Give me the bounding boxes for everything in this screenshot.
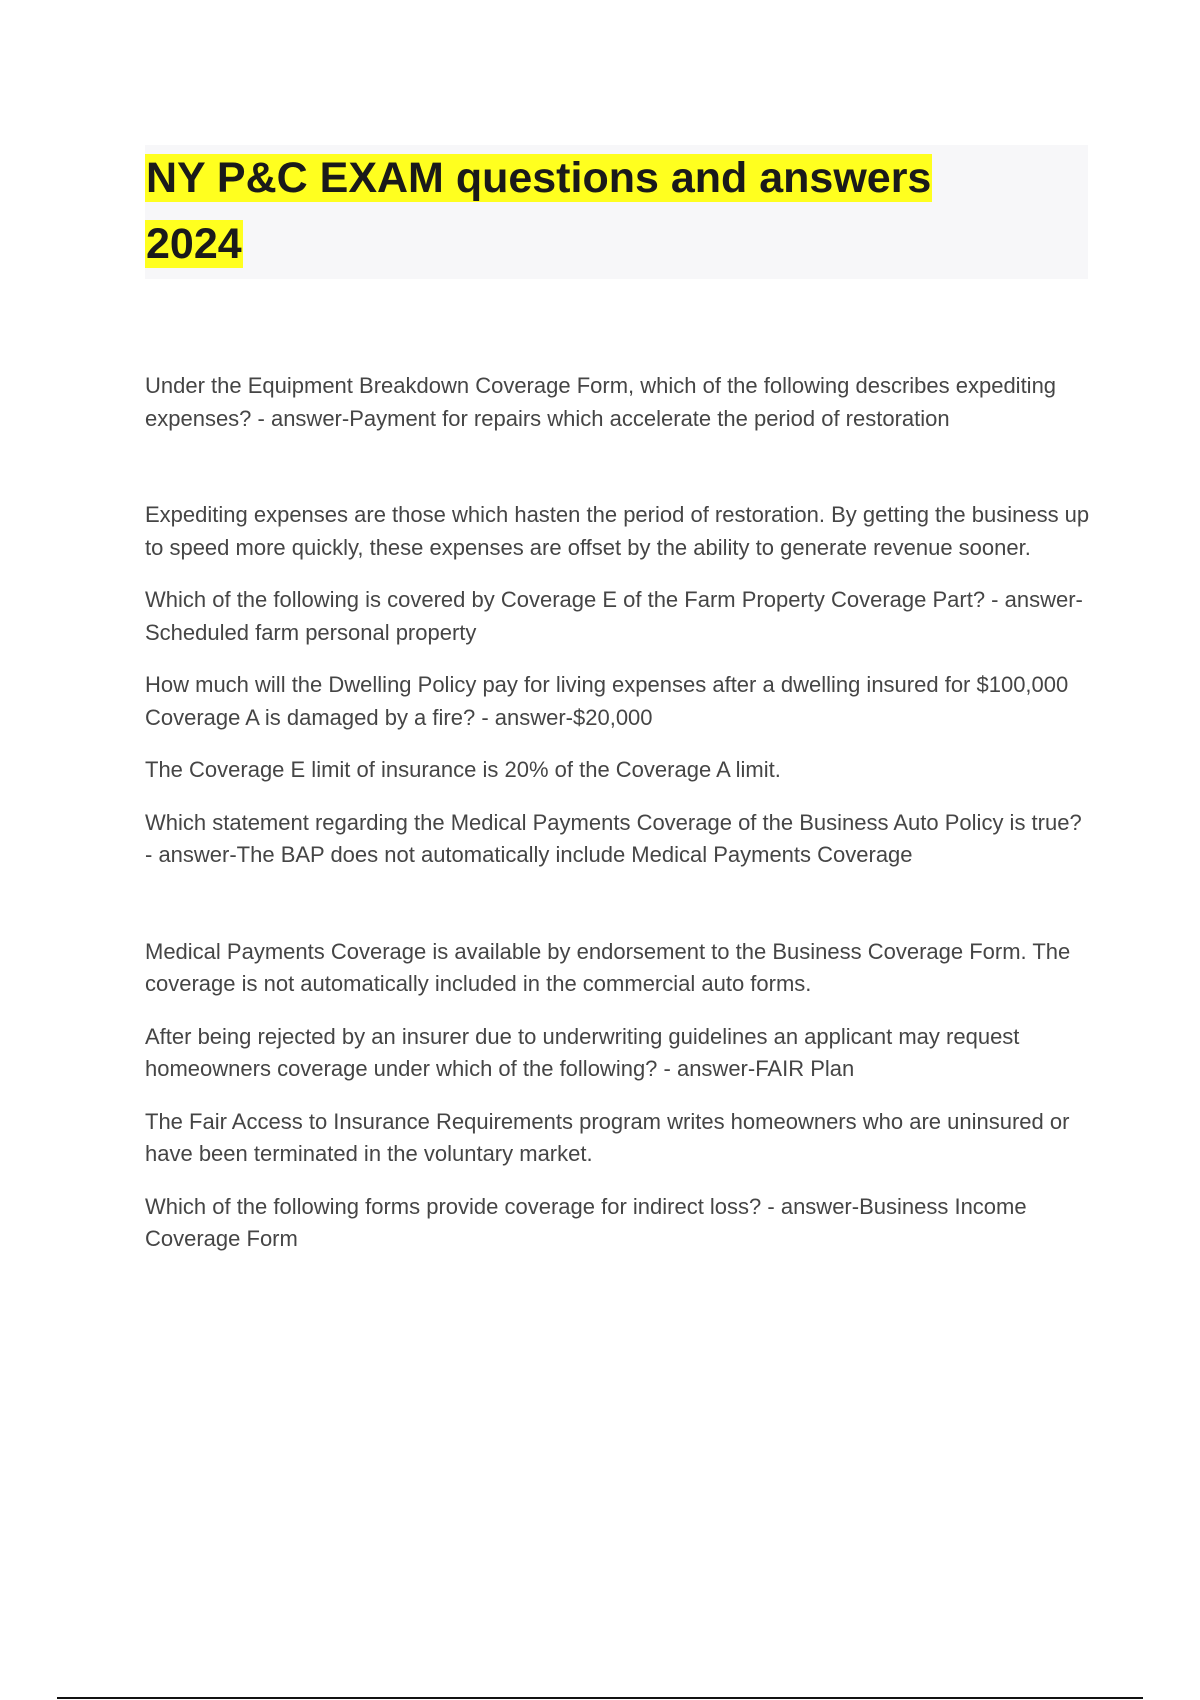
explanation-paragraph: The Fair Access to Insurance Requirements program writes homeowners who are uninsured or have been terminated in the voluntary market. — [145, 1108, 1070, 1166]
qa-paragraph: After being rejected by an insurer due to underwriting guidelines an applicant may request homeowners coverage under which of the following? - answer-FAIR Plan — [145, 1023, 1020, 1081]
title-line-2: 2024 — [146, 220, 242, 268]
qa-paragraph: How much will the Dwelling Policy pay for living expenses after a dwelling insured for $100,000 Coverage A is damaged by a fire? - answer-$20,000 — [145, 672, 1069, 730]
page-bottom-divider — [57, 1697, 1143, 1699]
qa-paragraph: Which of the following is covered by Coverage E of the Farm Property Coverage Part? - answer-Scheduled farm personal property — [145, 587, 1083, 645]
explanation-paragraph: Medical Payments Coverage is available by endorsement to the Business Coverage Form. The coverage is not automatically included in the commercial auto forms. — [145, 938, 1071, 996]
explanation-paragraph: Expediting expenses are those which hasten the period of restoration. By getting the business up to speed more quickly, these expenses are offset by the ability to generate revenue sooner. — [145, 502, 1090, 560]
document-body — [145, 370, 1095, 1256]
explanation-paragraph: The Coverage E limit of insurance is 20% of the Coverage A limit. — [145, 757, 781, 782]
qa-paragraph: Which statement regarding the Medical Payments Coverage of the Business Auto Policy is true? - answer-The BAP does not automatically include Medical Payments Coverage — [145, 809, 1082, 867]
title-line-1: NY P&C EXAM questions and answers — [146, 154, 932, 202]
page-title — [145, 145, 1088, 277]
title-block — [145, 145, 1088, 279]
qa-paragraph: Which of the following forms provide coverage for indirect loss? - answer-Business Income Coverage Form — [145, 1193, 1027, 1251]
qa-paragraph: Under the Equipment Breakdown Coverage Form, which of the following describes expediting expenses? - answer-Payment for repairs which accelerate the period of restoration — [145, 373, 1057, 431]
